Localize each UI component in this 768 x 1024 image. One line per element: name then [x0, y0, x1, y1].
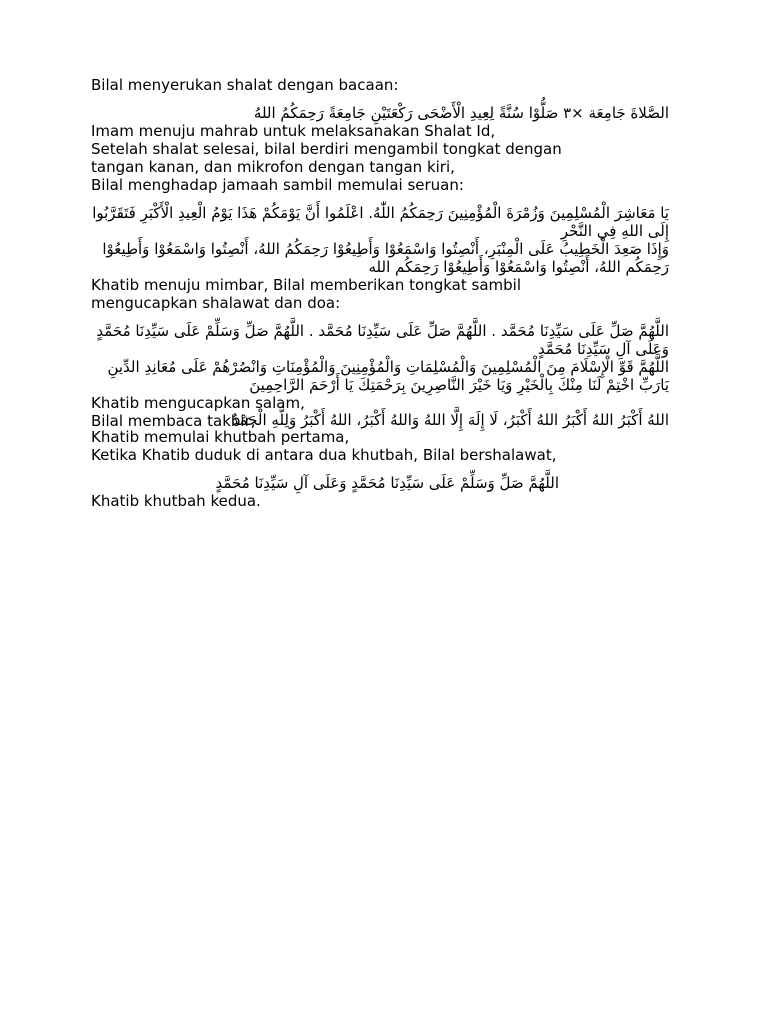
paragraph-second-khutbah: Khatib khutbah kedua.: [91, 492, 261, 510]
arabic-takbir: اللهُ أَكْبَرُ اللهُ أَكْبَرُ اللهُ أَكْبَرُ، لَا إِلَهَ إِلَّا اللهُ وَاللهُ أَكْبَرُ، اللهُ أَكْبَرُ وَلِلَّهِ الْحَمْدُ: [231, 411, 669, 429]
paragraph-khatib-salam: Khatib mengucapkan salam,: [91, 394, 305, 412]
document-body: [91, 76, 691, 510]
arabic-listen-call: وَإِذَا صَعِدَ الْخَطِيبُ عَلَى الْمِنْبَرِ، أَنْصِتُوا وَاسْمَعُوْا وَأَطِيعُوْا رَحِمَكُمُ اللهُ، أَنْصِتُوا وَاسْمَعُوْا وَأَطِيعُوْا رَحِمَكُم اللهُ، أَنْصِتُوا وَاسْمَعُوْا وَأَطِيعُوْا رَحِمَكُم الله: [102, 240, 669, 276]
paragraph-imam-mihrab: Imam menuju mahrab untuk melaksanakan Shalat Id,: [91, 122, 496, 140]
paragraph-bilal-faces: Bilal menghadap jamaah sambil memulai seruan:: [91, 176, 464, 194]
arabic-prayer: اللَّهُمَّ قَوِّ الْإِسْلَامَ مِنَ الْمُسْلِمِينَ وَالْمُسْلِمَاتِ وَالْمُؤْمِنِينَ وَالْمُؤْمِنَاتِ وَانْصُرْهُمْ عَلَى مُعَانِدِ الدِّينِ يَارَبِّ اخْتِمْ لَنَا مِنْكَ بِالْخَيْرِ وَيَا خَيْرَ النَّاصِرِينَ بِرَحْمَتِكَ يَا أَرْحَمَ الرَّاحِمِينَ: [107, 358, 669, 394]
paragraph-after-prayer-1: Setelah shalat selesai, bilal berdiri mengambil tongkat dengan: [91, 140, 562, 158]
paragraph-bilal-takbir: Bilal membaca takbir,: [91, 412, 256, 430]
arabic-announcement: يَا مَعَاشِرَ الْمُسْلِمِينَ وَزُمْرَةَ الْمُؤْمِنِينَ رَحِمَكُمُ اللّٰهُ. اعْلَمُوا أَنَّ يَوْمَكُمْ هَذَا يَوْمُ الْعِيدِ الْأَكْبَرِ فَتَقَرَّبُوا إِلَى اللهِ فِي النَّحْرِ: [92, 204, 669, 240]
paragraph-between-khutbah: Ketika Khatib duduk di antara dua khutbah, Bilal bershalawat,: [91, 446, 557, 464]
arabic-shalawat-short: اللَّهُمَّ صَلِّ وَسَلِّمْ عَلَى سَيِّدِنَا مُحَمَّدٍ وَعَلَى آلِ سَيِّدِنَا مُحَمَّدٍ: [215, 474, 559, 492]
paragraph-khatib-mimbar-2: mengucapkan shalawat dan doa:: [91, 294, 341, 312]
arabic-shalawat: اللَّهُمَّ صَلِّ عَلَى سَيِّدِنَا مُحَمَّد . اللَّهُمَّ صَلِّ عَلَى سَيِّدِنَا مُحَمَّد . اللَّهُمَّ صَلِّ وَسَلِّمْ عَلَى سَيِّدِنَا مُحَمَّدٍ وَعَلَى آلِ سَيِّدِنَا مُحَمَّدٍ: [96, 322, 669, 358]
paragraph-bilal-call: Bilal menyerukan shalat dengan bacaan:: [91, 76, 399, 94]
arabic-call-to-prayer: الصَّلاةَ جَامِعَة ×٣ صَلُّوْا سُنَّةً لِعِيدِ الْأَضْحَى رَكْعَتَيْنِ جَامِعَةً رَحِمَكُمُ اللهُ: [253, 104, 669, 122]
paragraph-first-khutbah: Khatib memulai khutbah pertama,: [91, 428, 350, 446]
paragraph-khatib-mimbar-1: Khatib menuju mimbar, Bilal memberikan tongkat sambil: [91, 276, 521, 294]
paragraph-after-prayer-2: tangan kanan, dan mikrofon dengan tangan kiri,: [91, 158, 455, 176]
